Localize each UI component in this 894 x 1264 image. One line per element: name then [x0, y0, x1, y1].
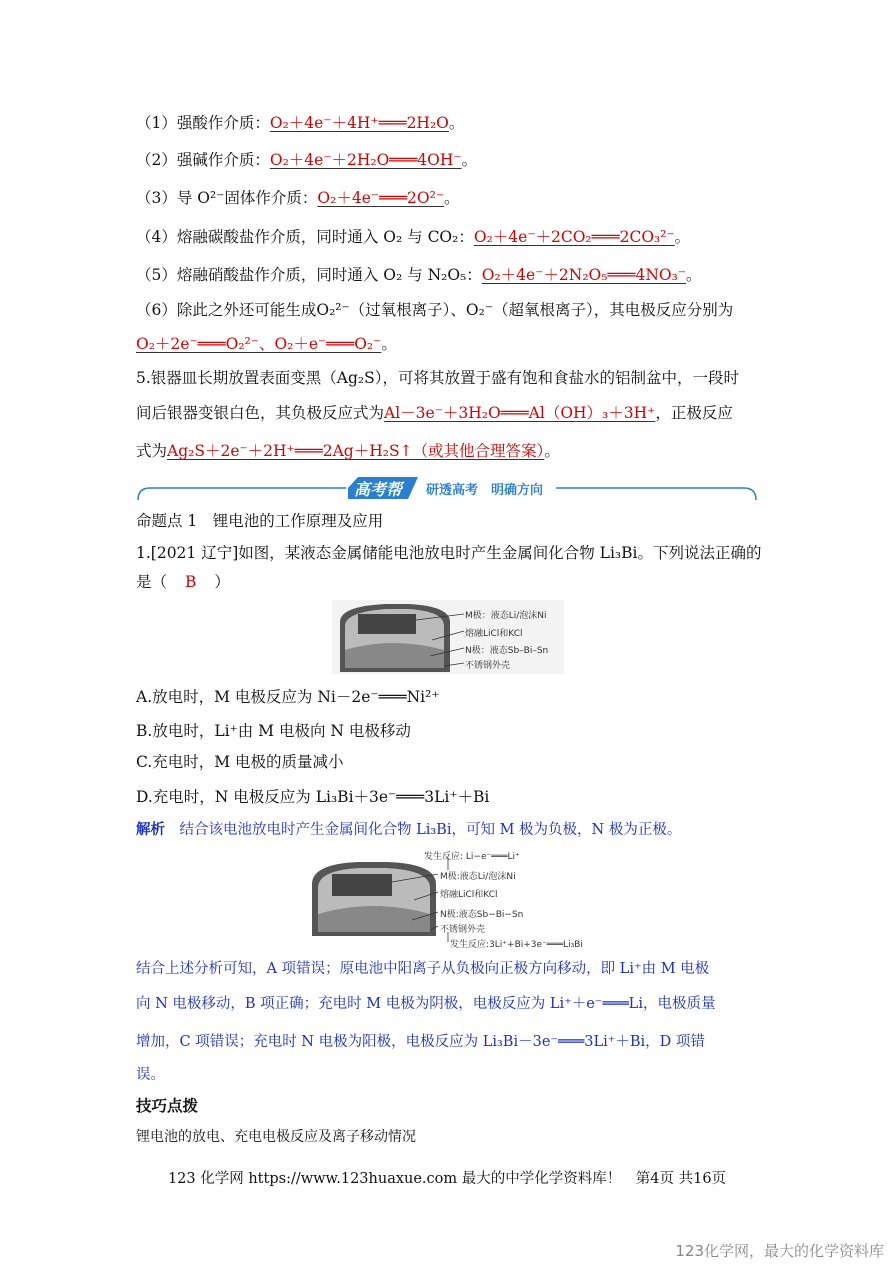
- analysis-line2: 结合上述分析可知，A 项错误；原电池中阳离子从负极向正极方向移动，即 Li⁺由 M 电极: [136, 961, 710, 977]
- option-d: D.充电时，N 电极反应为 Li₃Bi＋3e⁻═══3Li⁺＋Bi: [136, 788, 490, 806]
- q5-line2: 间后银器变银白色，其负极反应式为Al－3e⁻＋3H₂O═══Al（OH）₃＋3H⁺，正极反应: [136, 404, 733, 422]
- tips-heading: 技巧点拨: [136, 1096, 199, 1115]
- question-stem-2: 是（ B ）: [136, 573, 230, 591]
- item-6: （6）除此之外还可能生成O₂²⁻（过氧根离子）、O₂⁻（超氧根离子），其电极反应分别为: [136, 301, 734, 319]
- q5-line1: 5.银器皿长期放置表面变黑（Ag₂S），可将其放置于盛有饱和食盐水的铝制盆中，一段时: [136, 369, 739, 387]
- fig2-label-electrolyte: 熔融LiCl和KCl: [440, 890, 498, 900]
- answer-2: O₂＋4e⁻＋2H₂O═══4OH⁻: [269, 151, 462, 169]
- fig2-bottom-reaction: 发生反应:3Li⁺+Bi+3e⁻═══Li₃Bi: [450, 940, 583, 950]
- fig1-label-electrolyte: 熔融LiCl和KCl: [465, 629, 523, 639]
- question-answer: B: [185, 573, 197, 591]
- fig1-label-m: M极：液态Li/泡沫Ni: [465, 611, 547, 621]
- item-5: （5）熔融硝酸盐作介质，同时通入 O₂ 与 N₂O₅：O₂＋4e⁻＋2N₂O₅═══4NO₃⁻。: [136, 266, 702, 284]
- analysis-line5: 误。: [136, 1067, 165, 1083]
- fig2-label-shell: 不锈钢外壳: [440, 925, 486, 935]
- item-1: （1）强酸作介质：O₂＋4e⁻＋4H⁺═══2H₂O。: [136, 114, 465, 132]
- analysis-line4: 增加，C 项错误；充电时 N 电极为阳极，电极反应为 Li₃Bi－3e⁻═══3Li⁺＋Bi，D 项错: [136, 1034, 705, 1050]
- q5-line3: 式为Ag₂S＋2e⁻＋2H⁺═══2Ag＋H₂S↑（或其他合理答案）。: [136, 442, 560, 460]
- analysis-line3: 向 N 电极移动，B 项正确；充电时 M 电极为阴极，电极反应为 Li⁺＋e⁻═══Li，电极质量: [136, 996, 716, 1012]
- banner-slogan: 研透高考 明确方向: [426, 483, 544, 498]
- item-3: （3）导 O²⁻固体作介质：O₂＋4e⁻═══2O²⁻。: [136, 189, 460, 207]
- answer-1: O₂＋4e⁻＋4H⁺═══2H₂O: [269, 114, 449, 132]
- analysis-line1: 解析 结合该电池放电时产生金属间化合物 Li₃Bi，可知 M 极为负极，N 极为正极。: [136, 821, 682, 838]
- answer-5: O₂＋4e⁻＋2N₂O₅═══4NO₃⁻: [481, 266, 686, 284]
- item-4: （4）熔融碳酸盐作介质，同时通入 O₂ 与 CO₂：O₂＋4e⁻＋2CO₂═══2CO₃²⁻。: [136, 228, 691, 246]
- option-c: C.充电时，M 电极的质量减小: [136, 753, 344, 771]
- option-a: A.放电时，M 电极反应为 Ni－2e⁻═══Ni²⁺: [136, 688, 440, 706]
- section-banner: [136, 474, 758, 502]
- analysis-heading: 解析: [136, 821, 165, 838]
- q5-answer-positive: Ag₂S＋2e⁻＋2H⁺═══2Ag＋H₂S↑（或其他合理答案）: [167, 442, 545, 460]
- answer-6: O₂＋2e⁻═══O₂²⁻、O₂＋e⁻═══O₂⁻: [136, 335, 382, 353]
- topic-heading: 命题点 1 锂电池的工作原理及应用: [136, 512, 384, 530]
- item-2: （2）强碱作介质：O₂＋4e⁻＋2H₂O═══4OH⁻。: [136, 151, 478, 169]
- banner-badge: 高考帮: [354, 480, 403, 499]
- option-b: B.放电时，Li⁺由 M 电极向 N 电极移动: [136, 722, 411, 740]
- item-6-answer-line: O₂＋2e⁻═══O₂²⁻、O₂＋e⁻═══O₂⁻。: [136, 335, 397, 353]
- page-footer: 123 化学网 https://www.123huaxue.com 最大的中学化学资料库！ 第4页 共16页: [167, 1171, 727, 1187]
- answer-4: O₂＋4e⁻＋2CO₂═══2CO₃²⁻: [473, 228, 675, 246]
- fig2-top-reaction: 发生反应: Li−e⁻═══Li⁺: [424, 852, 520, 862]
- q5-answer-negative: Al－3e⁻＋3H₂O═══Al（OH）₃＋3H⁺: [384, 404, 656, 422]
- question-stem: 1.[2021 辽宁]如图，某液态金属储能电池放电时产生金属间化合物 Li₃Bi。下列说法正确的: [136, 544, 762, 562]
- fig2-label-m: M极:液态Li/泡沫Ni: [440, 872, 516, 882]
- fig1-label-shell: 不锈钢外壳: [465, 661, 511, 671]
- fig1-label-n: N极：液态Sb–Bi–Sn: [465, 646, 549, 656]
- watermark: 123化学网，最大的化学资料库: [675, 1242, 884, 1260]
- fig2-label-n: N极:液态Sb−Bi−Sn: [440, 910, 524, 920]
- answer-3: O₂＋4e⁻═══2O²⁻: [317, 189, 445, 207]
- tips-text: 锂电池的放电、充电电极反应及离子移动情况: [136, 1129, 416, 1145]
